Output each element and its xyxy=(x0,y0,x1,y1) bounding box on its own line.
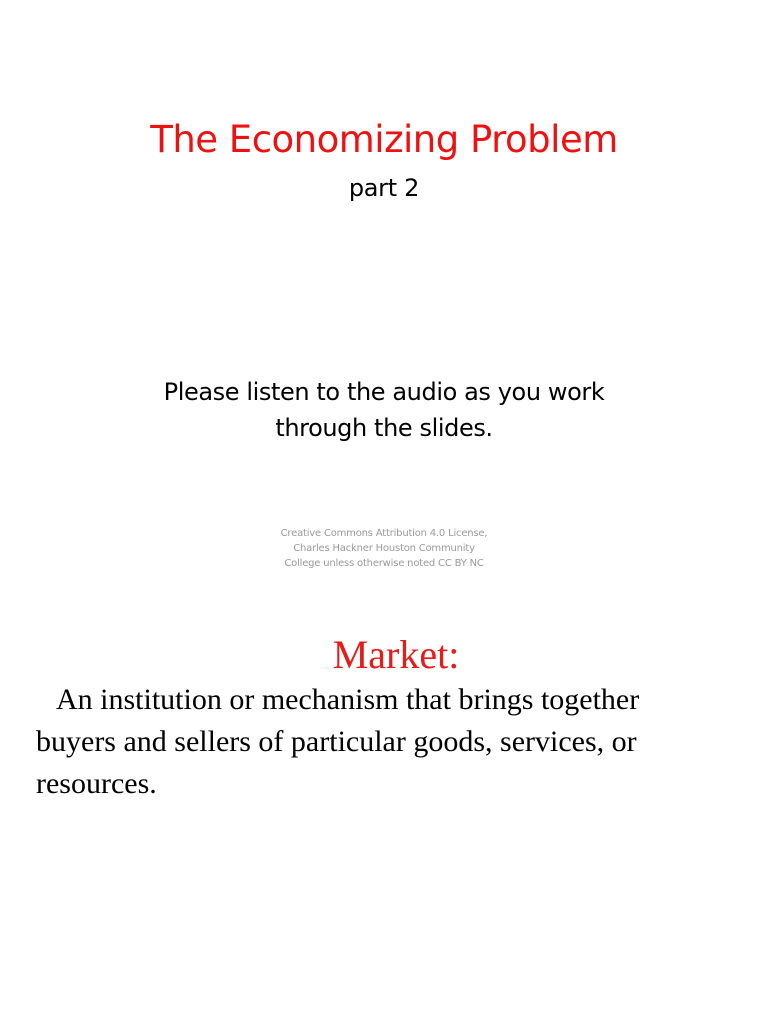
instruction-line: through the slides. xyxy=(275,414,493,442)
definition-line: An institution or mechanism that brings together xyxy=(56,683,640,716)
audio-instruction xyxy=(84,374,684,446)
license-line: Charles Hackner Houston Community xyxy=(293,543,475,554)
license-line: College unless otherwise noted CC BY NC xyxy=(284,558,484,569)
definition-term: Market: xyxy=(332,632,460,677)
instruction-line: Please listen to the audio as you work xyxy=(163,378,605,406)
license-notice xyxy=(234,526,534,571)
definition-text xyxy=(36,679,736,805)
definition-line: buyers and sellers of particular goods, services, or xyxy=(36,725,637,758)
license-line: Creative Commons Attribution 4.0 License, xyxy=(280,528,488,539)
slide-title: The Economizing Problem xyxy=(150,118,618,161)
slide-subtitle: part 2 xyxy=(348,174,420,202)
definition-line: resources. xyxy=(36,767,157,800)
